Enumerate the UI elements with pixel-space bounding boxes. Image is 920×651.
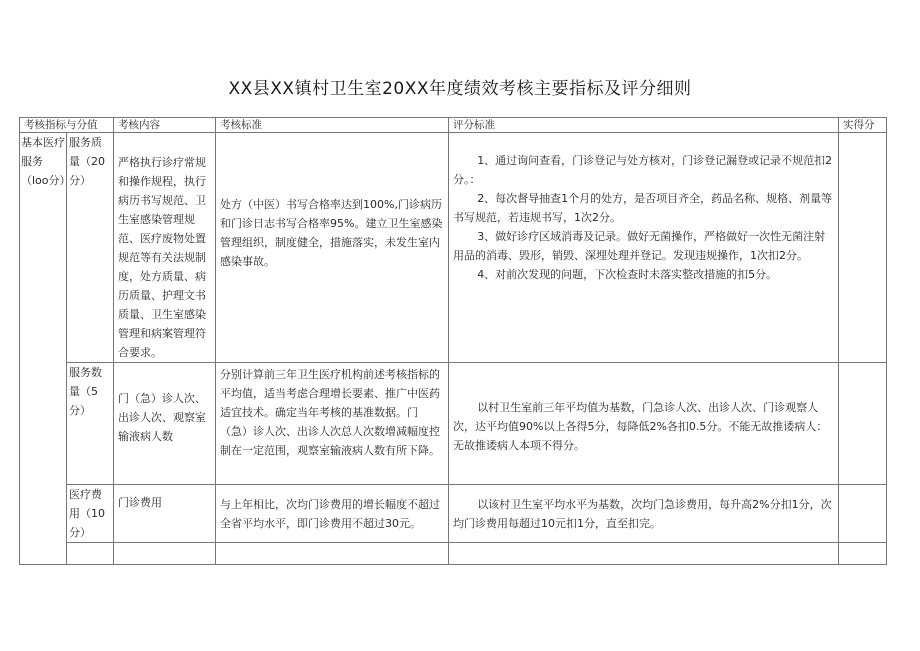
scoring-item: 以该村卫生室平均水平为基数，次均门急诊费用，每升高2%分扣1分，次均门诊费用每超过10元扣1分，直至扣完。	[453, 498, 832, 530]
table-row	[20, 363, 887, 485]
empty-cell	[839, 543, 887, 565]
content-cell: 严格执行诊疗常规和操作规程，执行病历书写规范、卫生室感染管理规范、医疗废物处置规范等有关法规制度，处方质量、病历质量、护理文书质量、卫生室感染管理和病案管理符合要求。	[114, 133, 216, 363]
empty-cell	[216, 543, 449, 565]
header-scoring: 评分标准	[449, 118, 839, 133]
scoring-item: 1、通过询问查看，门诊登记与处方核对，门诊登记漏登或记录不规范扣2分。：	[453, 154, 833, 186]
scoring-item: 4、对前次发现的问题，下次检查时未落实整改措施的扣5分。	[477, 268, 778, 281]
page-title: XX县XX镇村卫生室20XX年度绩效考核主要指标及评分细则	[228, 79, 692, 99]
empty-cell	[67, 543, 114, 565]
criteria-cell: 处方（中医）书写合格率达到100%,门诊病历和门诊日志书写合格率95%。建立卫生室感染管理组织，制度健全，措施落实，未发生室内感染事故。	[216, 133, 449, 363]
criteria-cell: 分别计算前三年卫生医疗机构前述考核指标的平均值，适当考虑合理增长要素、推广中医药适宜技术。确定当年考核的基准数据。门（急）诊人次、出诊人次总人次数增减幅度控制在一定范围，观察室输液病人数有所下降。	[216, 363, 449, 485]
scoring-item: 3、做好诊疗区域消毒及记录。做好无菌操作，严格做好一次性无菌注射用品的消毒、毁形，销毁、深埋处理并登记。发现违规操作，1次扣2分。	[453, 230, 826, 262]
header-content: 考核内容	[114, 118, 216, 133]
empty-row	[20, 543, 887, 565]
criteria-cell: 与上年相比，次均门诊费用的增长幅度不超过全省平均水平，即门诊费用不超过30元。	[216, 485, 449, 543]
indicator-cell: 服务质量（20分）	[67, 133, 114, 363]
scoring-item: 以村卫生室前三年平均值为基数，门急诊人次、出诊人次、门诊观察人次，达平均值90%以上各得5分，每降低2%各扣0.5分。不能无故推诿病人：无故推诿病人本项不得分。	[453, 401, 828, 452]
header-indicator: 考核指标与分值	[20, 118, 114, 133]
table-row	[20, 485, 887, 543]
content-cell: 门（急）诊人次、出诊人次、观察室输液病人数	[114, 363, 216, 485]
empty-cell	[114, 543, 216, 565]
scoring-cell	[449, 363, 839, 485]
score-cell	[839, 133, 887, 363]
content-cell: 门诊费用	[114, 485, 216, 543]
score-cell	[839, 363, 887, 485]
scoring-cell	[449, 485, 839, 543]
table-row	[20, 133, 887, 363]
table-header-row	[20, 118, 887, 133]
category-cell: 基本医疗服务（loo分）	[20, 133, 67, 565]
score-cell	[839, 485, 887, 543]
header-score: 实得分	[839, 118, 887, 133]
header-criteria: 考核标准	[216, 118, 449, 133]
indicator-cell: 服务数量（5分）	[67, 363, 114, 485]
assessment-table	[19, 117, 887, 565]
scoring-item: 2、每次督导抽查1个月的处方，是否项目齐全，药品名称、规格、剂量等书写规范，若违规书写，1次2分。	[453, 192, 833, 224]
indicator-cell: 医疗费用（10分）	[67, 485, 114, 543]
scoring-cell	[449, 133, 839, 363]
empty-cell	[449, 543, 839, 565]
